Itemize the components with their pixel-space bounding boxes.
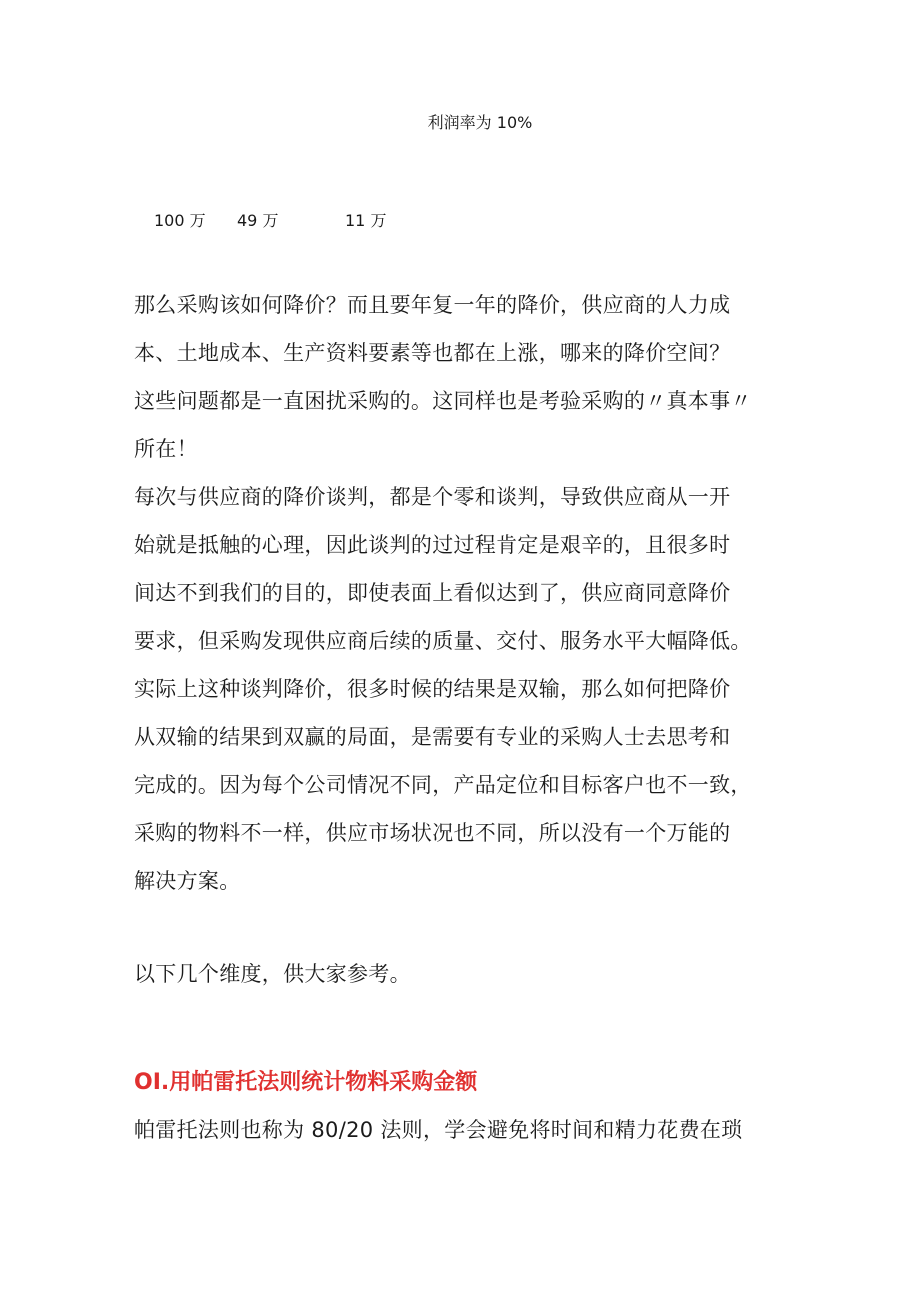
text-line: 采购的物料不一样，供应市场状况也不同，所以没有一个万能的: [134, 821, 731, 845]
text-line: 实际上这种谈判降价，很多时候的结果是双输，那么如何把降价: [134, 677, 731, 701]
profit-margin-caption: 利润率为 10%: [427, 113, 533, 132]
text-line: 这些问题都是一直困扰采购的。这同样也是考验采购的〃真本事〃: [134, 389, 752, 413]
section-heading: OI.用帕雷托法则统计物料采购金额: [134, 1070, 478, 1095]
figure-value: 49 万: [237, 211, 279, 230]
body-paragraph-3: [134, 1106, 804, 1154]
text-line: 每次与供应商的降价谈判，都是个零和谈判，导致供应商从一开: [134, 485, 731, 509]
text-line: 始就是抵触的心理，因此谈判的过过程肯定是艰辛的，且很多时: [134, 533, 731, 557]
text-line: 间达不到我们的目的，即使表面上看似达到了，供应商同意降价: [134, 581, 731, 605]
text-line: 以下几个维度，供大家参考。: [134, 962, 411, 986]
text-line: 那么采购该如何降价？而且要年复一年的降价，供应商的人力成: [134, 293, 731, 317]
figure-value: 11 万: [345, 211, 387, 230]
text-line: 本、土地成本、生产资料要素等也都在上涨，哪来的降价空间？: [134, 341, 731, 365]
text-line: 从双输的结果到双赢的局面，是需要有专业的采购人士去思考和: [134, 725, 731, 749]
figures-row: [0, 210, 920, 234]
figure-value: 100 万: [154, 211, 206, 230]
body-paragraph-1: [134, 281, 804, 905]
text-line: 解决方案。: [134, 869, 241, 893]
body-paragraph-2: [134, 950, 804, 998]
text-line: 帕雷托法则也称为 80/20 法则，学会避免将时间和精力花费在琐: [134, 1118, 743, 1142]
text-line: 所在！: [134, 437, 198, 461]
text-line: 完成的。因为每个公司情况不同，产品定位和目标客户也不一致，: [134, 773, 752, 797]
text-line: 要求，但采购发现供应商后续的质量、交付、服务水平大幅降低。: [134, 629, 752, 653]
